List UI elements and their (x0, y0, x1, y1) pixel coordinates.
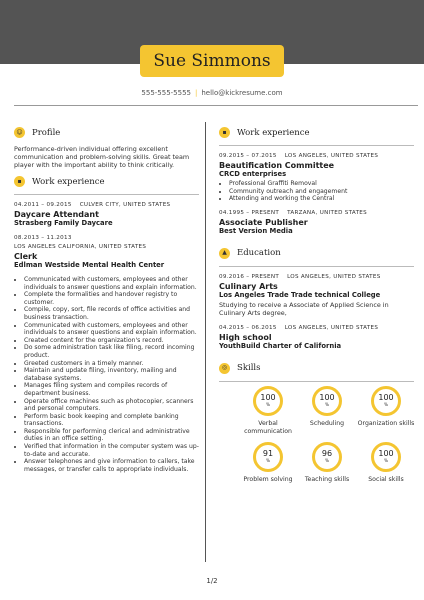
job-meta (219, 152, 414, 160)
list-item: • Maintain and update filing, inventory, mailing and database systems. (24, 367, 199, 382)
skill-unit: % (325, 402, 329, 408)
list-item: • Greeted customers in a timely manner. (24, 360, 199, 368)
skill-item (357, 386, 415, 442)
edu-meta (219, 273, 414, 281)
list-item: • Responsible for performing clerical and administrative duties in an office setting. (24, 428, 199, 443)
skill-value: 91 (262, 449, 274, 459)
work-heading-left (14, 176, 199, 187)
name-banner (140, 45, 284, 77)
edu-location: LOS ANGELES, UNITED STATES (284, 324, 379, 331)
skill-unit: % (384, 458, 388, 464)
list-item: • Created content for the organization's record. (24, 337, 199, 345)
job-entry (219, 152, 414, 203)
section-rule (219, 266, 414, 267)
header-divider (14, 105, 418, 106)
edu-school: YouthBuild Charter of California (219, 341, 342, 350)
contact-separator: | (195, 89, 198, 97)
skill-value: 100 (378, 393, 394, 403)
list-item: • Communicated with customers, employees and other individuals to answer questions and explain information. (24, 322, 199, 337)
job-company: Best Version Media (219, 226, 293, 235)
graduation-cap-icon: ▲ (219, 248, 230, 259)
skills-heading (219, 363, 414, 374)
skill-item (298, 386, 356, 442)
section-title: Skills (237, 363, 261, 374)
list-item: • Do some administration task like filing, record incoming product. (24, 344, 199, 359)
list-item: • Professional Graffiti Removal (229, 180, 414, 188)
job-meta (14, 201, 199, 209)
list-item: • Complete the formalities and handover registry to customer. (24, 291, 199, 306)
edu-meta (219, 324, 414, 332)
skill-label: Problem solving (243, 475, 293, 483)
list-item: • Communicated with customers, employees and other individuals to answer questions and explain information. (24, 276, 199, 291)
edu-school: Los Angeles Trade Trade technical College (219, 290, 381, 299)
list-item: • Attending and working the Central (229, 195, 414, 203)
job-entry (14, 234, 199, 473)
skill-unit: % (266, 458, 270, 464)
skills-icon: ◎ (219, 363, 230, 374)
job-location: LOS ANGELES CALIFORNIA, UNITED STATES (14, 244, 147, 250)
section-rule (14, 194, 199, 195)
column-divider (205, 122, 206, 562)
list-item: • Community outreach and engagement (229, 188, 414, 196)
edu-degree: High school (219, 332, 272, 342)
skill-ring (312, 386, 342, 416)
job-title: Associate Publisher (219, 217, 308, 227)
education-entry (219, 324, 414, 351)
work-heading-right (219, 127, 414, 138)
list-item: • Perform basic book keeping and complete banking transactions. (24, 413, 199, 428)
skills-grid (239, 386, 414, 498)
section-title: Education (237, 248, 281, 259)
edu-degree: Culinary Arts (219, 281, 278, 291)
contact-line (0, 89, 424, 97)
job-title: Daycare Attendant (14, 210, 99, 219)
edu-text: Studying to receive a Associate of Applied Science in Culinary Arts degree, (219, 300, 389, 317)
education-heading (219, 248, 414, 259)
skill-value: 100 (378, 449, 394, 459)
job-dates: 04.2011 – 09.2015 (14, 202, 72, 208)
job-title: Clerk (14, 252, 38, 261)
profile-heading (14, 127, 199, 138)
briefcase-icon: ▪ (14, 176, 25, 187)
profile-icon: ☺ (14, 127, 25, 138)
list-item: • Answer telephones and give information to callers, take messages, or transfer calls to appropriate individuals. (24, 458, 199, 473)
skill-value: 100 (319, 393, 335, 403)
job-bullets (229, 180, 414, 203)
job-entry (14, 201, 199, 228)
list-item: • Compile, copy, sort, file records of office activities and business transaction. (24, 306, 199, 321)
section-title: Profile (32, 127, 61, 138)
skill-ring (253, 442, 283, 472)
skill-ring (371, 386, 401, 416)
job-company: Edlman Westside Mental Health Center (14, 261, 165, 269)
job-entry (219, 209, 414, 236)
list-item: • Verified that information in the computer system was up-to-date and accurate. (24, 443, 199, 458)
email: hello@kickresume.com (201, 89, 283, 97)
skill-item (239, 442, 297, 498)
skill-item (239, 386, 297, 442)
skill-ring (253, 386, 283, 416)
skill-unit: % (266, 402, 270, 408)
section-title: Work experience (32, 176, 105, 187)
candidate-name: Sue Simmons (153, 51, 271, 71)
skill-item (357, 442, 415, 498)
edu-location: LOS ANGELES, UNITED STATES (287, 273, 381, 280)
left-column (14, 127, 199, 479)
list-item: • Manages filing system and compiles records of department business. (24, 382, 199, 397)
skill-ring (312, 442, 342, 472)
profile-text: Performance-driven individual offering excellent communication and problem-solving skills. Great team player with the important ability to think critically. (14, 145, 190, 169)
job-company: Strasberg Family Daycare (14, 219, 113, 227)
education-entry (219, 273, 414, 317)
briefcase-icon: ▪ (219, 127, 230, 138)
skill-label: Social skills (368, 475, 404, 483)
job-location: TARZANA, UNITED STATES (287, 209, 367, 216)
section-title: Work experience (237, 127, 310, 138)
skill-value: 100 (260, 393, 276, 403)
job-title: Beautification Committee (219, 161, 335, 170)
phone: 555-555-5555 (141, 89, 191, 97)
skill-label: Organization skills (357, 419, 415, 427)
right-column (219, 127, 414, 498)
skill-label: Verbal communication (244, 419, 292, 435)
job-meta (219, 209, 414, 217)
skill-ring (371, 442, 401, 472)
skill-item (298, 442, 356, 498)
job-meta (14, 234, 199, 242)
job-dates: 04.1995 – PRESENT (219, 209, 280, 216)
page-number: 1/2 (206, 577, 218, 585)
job-company: CRCD enterprises (219, 170, 287, 178)
job-location: CULVER CITY, UNITED STATES (79, 202, 171, 208)
skill-label: Scheduling (309, 419, 345, 427)
skill-unit: % (325, 458, 329, 464)
section-rule (219, 145, 414, 146)
skill-label: Teaching skills (304, 475, 350, 483)
skill-value: 96 (321, 449, 333, 459)
job-dates: 09.2015 – 07.2015 (219, 153, 277, 159)
edu-dates: 04.2015 – 06.2015 (219, 324, 277, 331)
job-dates: 08.2013 – 11.2013 (14, 235, 72, 241)
list-item: • Operate office machines such as photocopier, scanners and personal computers. (24, 398, 199, 413)
section-rule (219, 381, 414, 382)
job-bullets (24, 276, 199, 473)
edu-dates: 09.2016 – PRESENT (219, 273, 280, 280)
job-location: LOS ANGELES, UNITED STATES (284, 153, 379, 159)
skill-unit: % (384, 402, 388, 408)
